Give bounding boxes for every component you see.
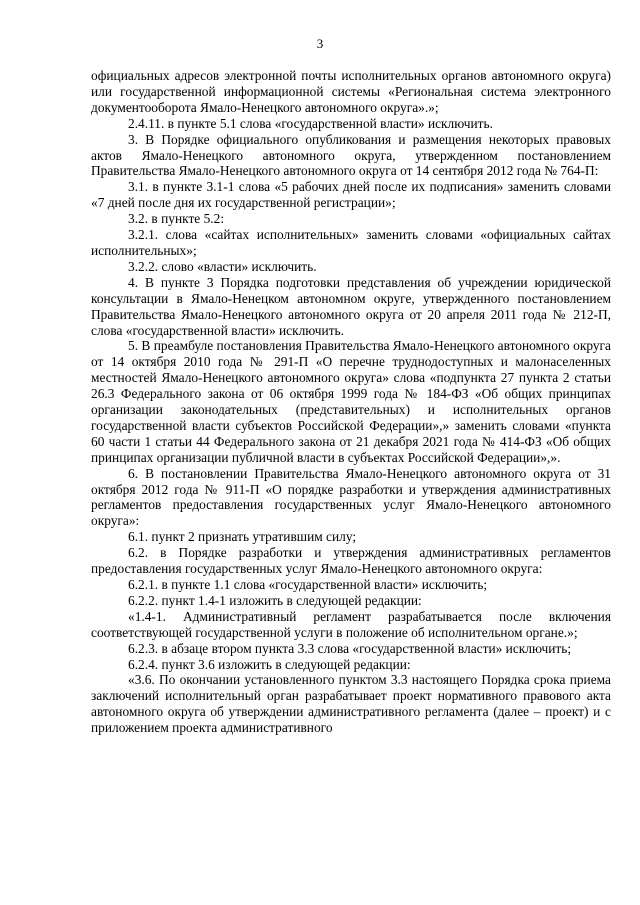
paragraph: 6.2.3. в абзаце втором пункта 3.3 слова «государственной власти» исключить; bbox=[128, 640, 572, 656]
page-number: 3 bbox=[316, 36, 324, 51]
quoted-paragraph: «3.6. По окончании установленного пунктом 3.3 настоящего Порядка срока приема заключений исполнительный орган разрабатывает проект нормативного правового акта автономного округа об утверждении административного регламента (далее – проект) и с приложением проекта административного bbox=[91, 672, 611, 736]
paragraph: 3.2.1. слова «сайтах исполнительных» заменить словами «официальных сайтах исполнительных»; bbox=[91, 227, 611, 258]
paragraph: 2.4.11. в пункте 5.1 слова «государственной власти» исключить. bbox=[128, 115, 493, 131]
paragraph: 6.2.4. пункт 3.6 изложить в следующей редакции: bbox=[128, 656, 411, 672]
paragraph: 3.1. в пункте 3.1-1 слова «5 рабочих дней после их подписания» заменить словами «7 дней после дня их государственной регистрации»; bbox=[91, 179, 611, 211]
paragraph: 3. В Порядке официального опубликования и размещения некоторых правовых актов Ямало-Ненецкого автономного округа, утвержденном постановлением Правительства Ямало-Ненецкого автономного округа от 14 сентября 2012 года № 764-П: bbox=[91, 131, 611, 179]
paragraph: 3.2.2. слово «власти» исключить. bbox=[128, 258, 317, 274]
quoted-paragraph: «1.4-1. Административный регламент разрабатывается после включения соответствующей государственной услуги в положение об исполнительном органе.»; bbox=[91, 608, 611, 640]
paragraph: 6.2. в Порядке разработки и утверждения административных регламентов предоставления государственных услуг Ямало-Ненецкого автономного округа: bbox=[91, 545, 611, 577]
paragraph: 6. В постановлении Правительства Ямало-Ненецкого автономного округа от 31 октября 2012 года № 911-П «О порядке разработки и утверждения административных регламентов предоставления государственных услуг Ямало-Ненецкого автономного округа»: bbox=[91, 465, 611, 529]
paragraph: 6.2.2. пункт 1.4-1 изложить в следующей редакции: bbox=[128, 592, 422, 608]
paragraph: официальных адресов электронной почты исполнительных органов автономного округа) или государственной информационной системы «Региональная система электронного документооборота Ямало-Ненецкого автономного округа».»; bbox=[91, 68, 611, 115]
paragraph: 4. В пункте 3 Порядка подготовки представления об учреждении юридической консультации в Ямало-Ненецком автономном округе, утвержденного постановлением Правительства Ямало-Ненецкого автономного округа от 20 апреля 2011 года № 212-П, слова «государственной власти» исключить. bbox=[91, 274, 611, 338]
paragraph: 3.2. в пункте 5.2: bbox=[128, 211, 225, 227]
paragraph: 5. В преамбуле постановления Правительства Ямало-Ненецкого автономного округа от 14 октября 2010 года № 291-П «О перечне труднодоступных и малонаселенных местностей Ямало-Ненецкого автономного округа» слова «подпункта 27 пункта 2 статьи 26.3 Федерального закона от 06 октября 1999 года № 184-ФЗ «Об общих принципах организации законодательных (представительных) и исполнительных органов государственной власти субъектов Российской Федерации»,» заменить словами «пункта 60 части 1 статьи 44 Федерального закона от 21 декабря 2021 года № 414-ФЗ «Об общих принципах организации публичной власти в субъектах Российской Федерации»,». bbox=[91, 338, 611, 465]
paragraph: 6.1. пункт 2 признать утратившим силу; bbox=[128, 529, 357, 545]
paragraph: 6.2.1. в пункте 1.1 слова «государственной власти» исключить; bbox=[128, 577, 488, 592]
document-body bbox=[91, 68, 611, 736]
